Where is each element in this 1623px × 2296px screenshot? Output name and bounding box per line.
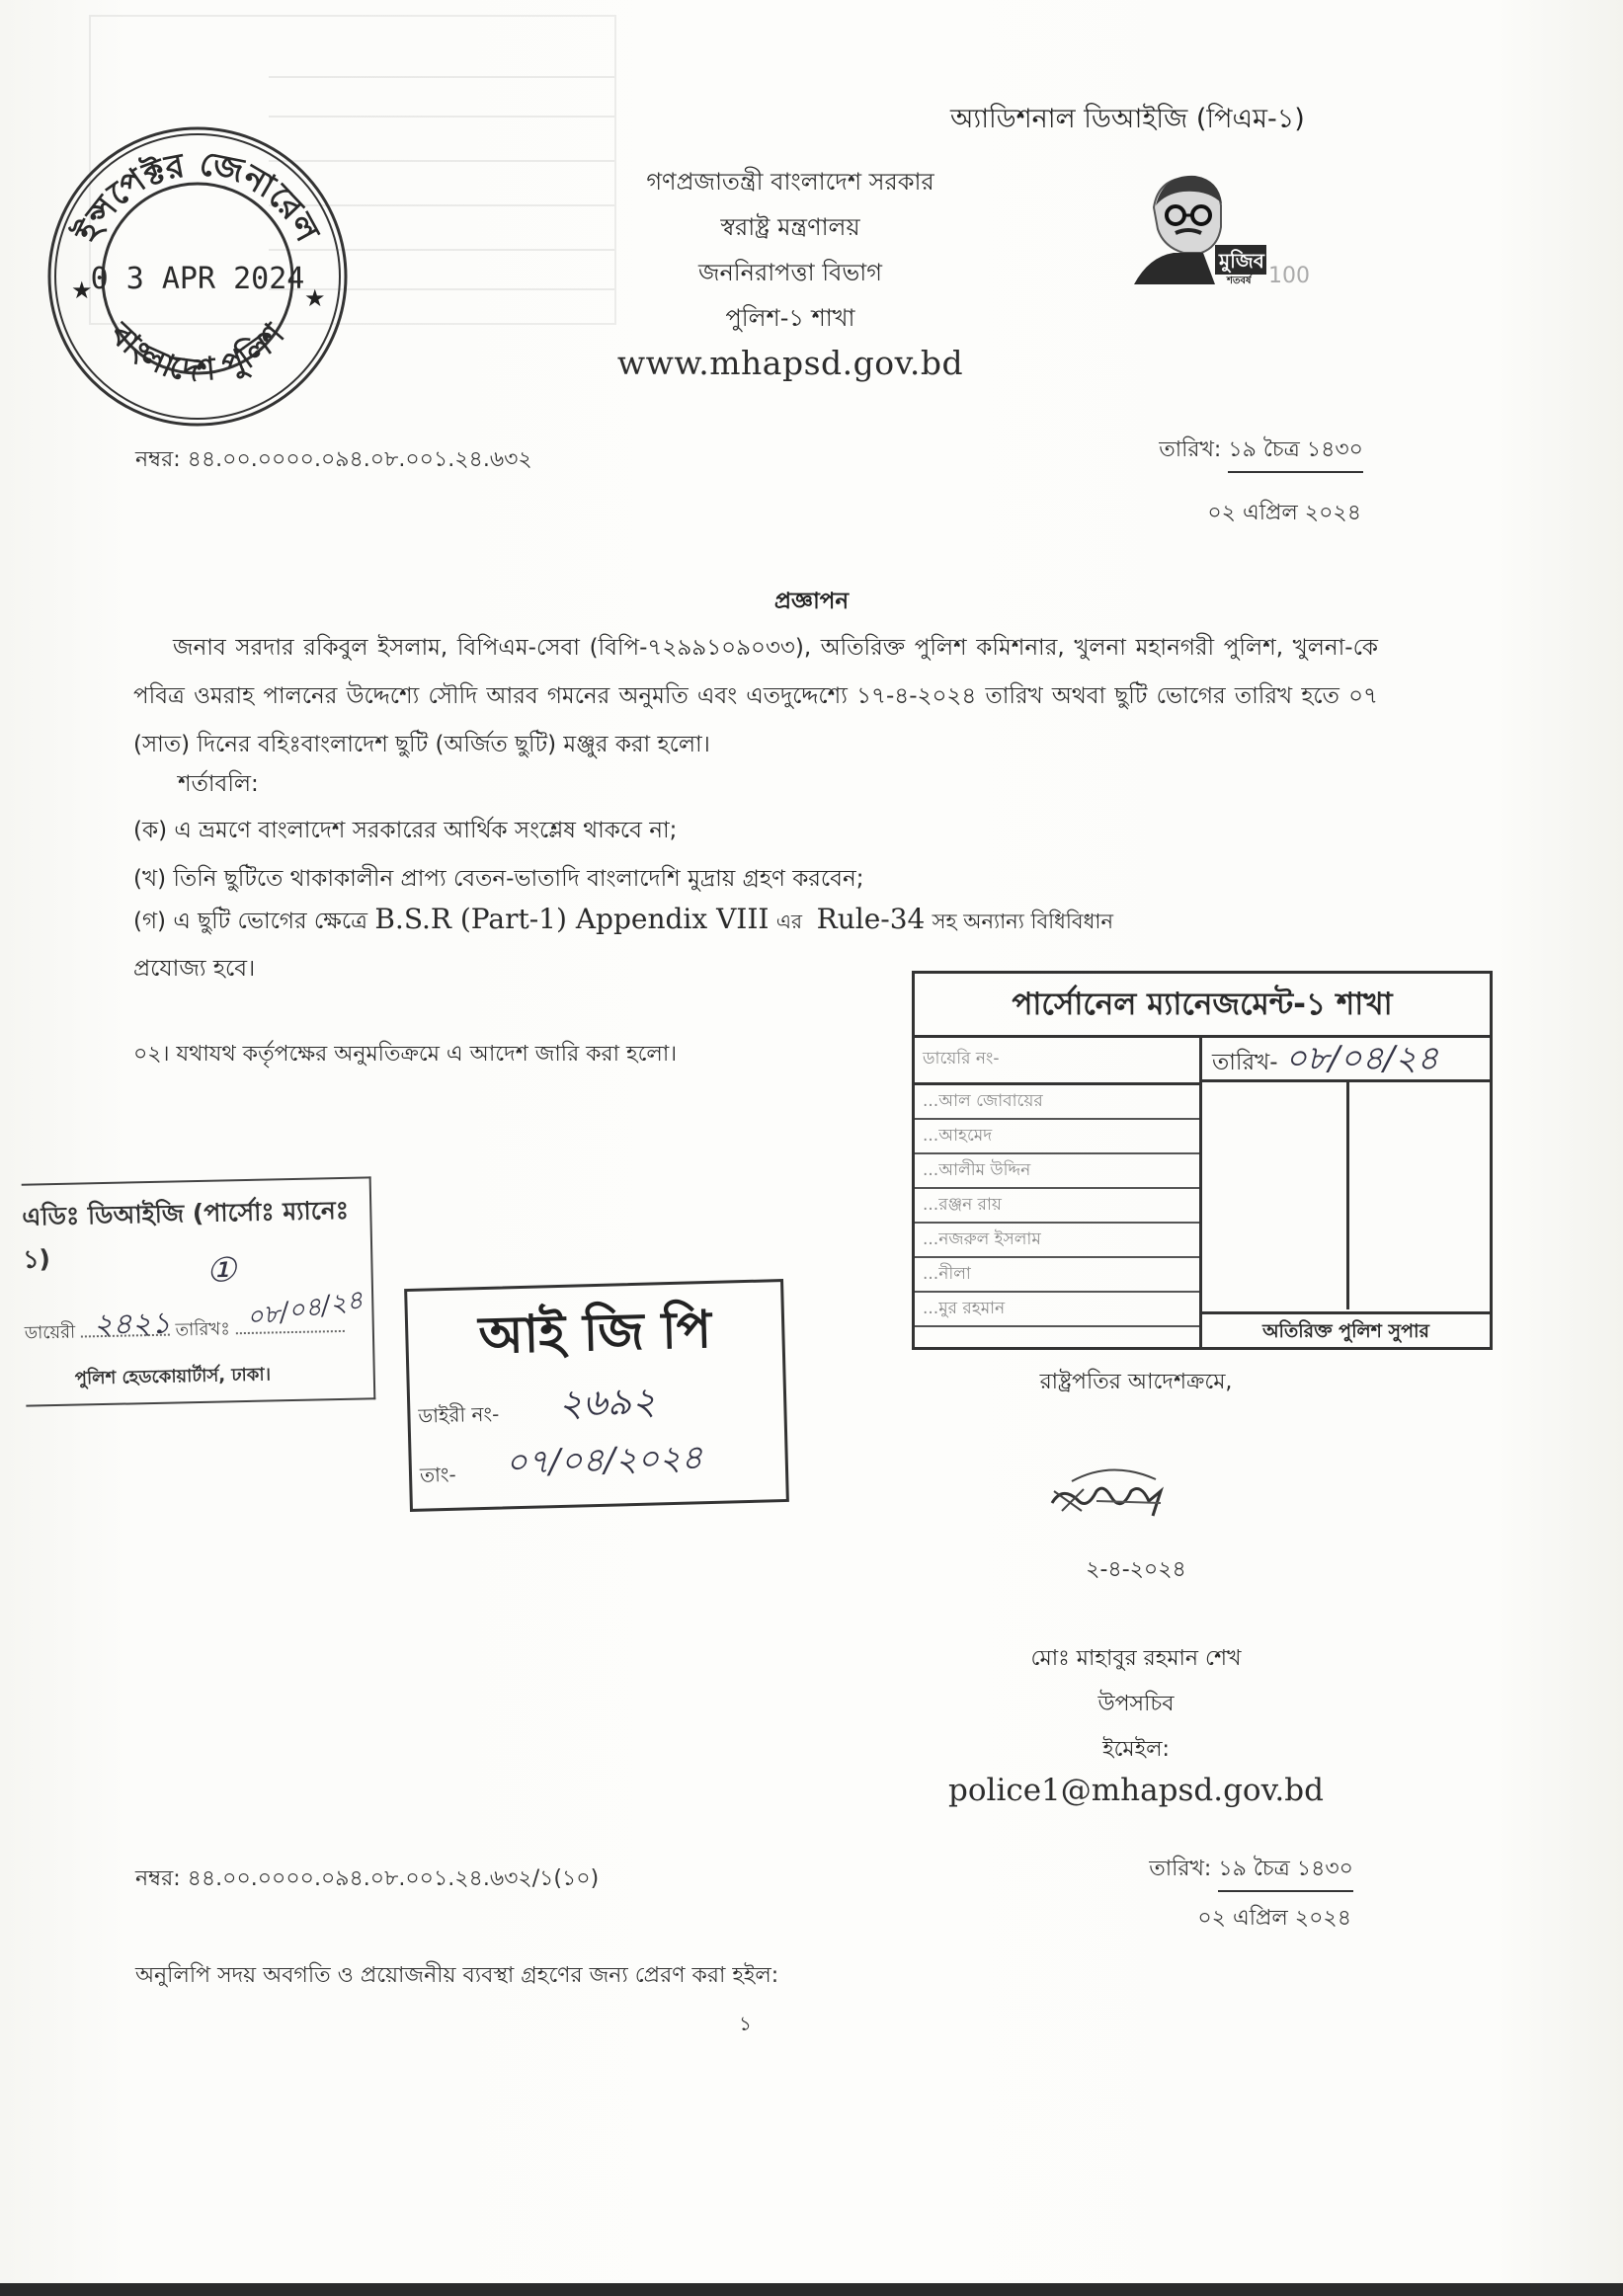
pm-date-handwritten: ০৮/০৪/২৪ xyxy=(1284,1039,1439,1078)
copy-memo-number: নম্বর: ৪৪.০০.০০০০.০৯৪.০৮.০০১.২৪.৬৩২/১(১০) xyxy=(135,1866,600,1891)
seal-top-text: ইন্সপেক্টর জেনারেল xyxy=(67,143,328,249)
condition-kha: (খ) তিনি ছুটিতে থাকাকালীন প্রাপ্য বেতন-ভাতাদি বাংলাদেশি মুদ্রায় গ্রহণ করবেন; xyxy=(133,866,864,892)
pm-divider xyxy=(1346,1082,1349,1309)
rule-reference: Rule-34 xyxy=(816,903,926,935)
memo-date xyxy=(1087,433,1363,473)
igp-date-handwritten: ০৭/০৪/২০২৪ xyxy=(505,1438,703,1483)
pm-row: ...মুর রহমান xyxy=(915,1293,1199,1327)
copy-date-label: তারিখ: xyxy=(1149,1857,1212,1881)
condition-ga-line2: প্রযোজ্য হবে। xyxy=(133,956,256,982)
pm-stamp-footer: অতিরিক্ত পুলিশ সুপার xyxy=(1202,1311,1490,1350)
condition-ga-mid: এর xyxy=(775,910,802,933)
date-label: তারিখ: xyxy=(1159,437,1222,462)
copy-date-gregorian: ০২ এপ্রিল ২০২৪ xyxy=(1197,1906,1351,1931)
email-link[interactable]: police1@mhapsd.gov.bd xyxy=(948,1773,1324,1808)
condition-ka: (ক) এ ভ্রমণে বাংলাদেশ সরকারের আর্থিক সংশ্লেষ থাকবে না; xyxy=(133,818,678,843)
distribution-text: অনুলিপি সদয় অবগতি ও প্রয়োজনীয় ব্যবস্থা গ্রহণের জন্য প্রেরণ করা হইল: xyxy=(135,1963,779,1988)
signatory-name: মোঃ মাহাবুর রহমান শেখ xyxy=(1030,1646,1242,1671)
date-gregorian: ০২ এপ্রিল ২০২৪ xyxy=(1207,501,1361,525)
igp-diary-stamp xyxy=(404,1279,789,1512)
pm-stamp-date xyxy=(1202,1035,1490,1082)
addl-dig-receipt-stamp xyxy=(22,1176,376,1406)
igp-date-label: তাং- xyxy=(419,1462,456,1487)
pm-row: ...আল জোবায়ের xyxy=(915,1085,1199,1120)
email-label: ইমেইল: xyxy=(1102,1737,1170,1762)
copy-date xyxy=(1077,1852,1353,1892)
igp-diary-handwritten: ২৬৯২ xyxy=(557,1379,657,1426)
bsr-reference: B.S.R (Part-1) Appendix VIII xyxy=(374,903,770,935)
logo-number: 100 xyxy=(1268,264,1310,288)
igp-stamp-title: আই জি পি xyxy=(477,1300,712,1367)
igp-date-seal xyxy=(40,119,356,435)
condition-ga-suffix: সহ অন্যান্য বিধিবিধান xyxy=(932,910,1114,933)
date-bangla: ১৯ চৈত্র ১৪৩০ xyxy=(1228,433,1363,473)
pm-row: ডায়েরি নং- xyxy=(915,1035,1199,1085)
mujib-centenary-logo xyxy=(1124,168,1310,288)
igp-diary-label: ডাইরী নং- xyxy=(418,1401,500,1428)
branch-name: পুলিশ-১ শাখা xyxy=(725,304,855,332)
handwritten-signature xyxy=(1042,1462,1180,1531)
dig-date-label: তারিখঃ xyxy=(175,1318,231,1341)
dotted-line xyxy=(236,1330,345,1334)
memo-number: নম্বর: ৪৪.০০.০০০০.০৯৪.০৮.০০১.২৪.৬৩২ xyxy=(135,447,532,472)
condition-ga-prefix: (গ) এ ছুটি ভোগের ক্ষেত্রে xyxy=(133,909,368,934)
dig-date-handwritten: ০৮/০৪/২৪ xyxy=(244,1285,365,1334)
dig-stamp-footer: পুলিশ হেডকোয়ার্টার্স, ঢাকা। xyxy=(74,1364,272,1389)
conditions-heading: শর্তাবলি: xyxy=(178,771,259,797)
copy-date-bangla: ১৯ চৈত্র ১৪৩০ xyxy=(1218,1852,1353,1892)
pm-date-label: তারিখ- xyxy=(1212,1050,1278,1075)
president-order: রাষ্ট্রপতির আদেশক্রমে, xyxy=(1039,1370,1233,1394)
pm-officer-list xyxy=(915,1035,1202,1347)
addl-dig-heading: অ্যাডিশনাল ডিআইজি (পিএম-১) xyxy=(950,104,1305,134)
seal-bottom-text: বাংলাদেশ পুলিশ xyxy=(103,315,292,389)
pm-stamp-title: পার্সোনেল ম্যানেজমেন্ট-১ শাখা xyxy=(915,974,1490,1038)
signatory-designation: উপসচিব xyxy=(1097,1692,1175,1716)
seal-date: 0 3 APR 2024 xyxy=(90,262,305,296)
star-icon: ★ xyxy=(304,284,326,312)
dig-diary-handwritten: ২৪২১ xyxy=(93,1306,171,1343)
dig-circled-mark: ① xyxy=(205,1250,237,1291)
pm-row: ...আহমেদ xyxy=(915,1120,1199,1154)
page-number: ১ xyxy=(739,2012,752,2035)
website-link[interactable]: www.mhapsd.gov.bd xyxy=(616,344,964,382)
division-name: জননিরাপত্তা বিভাগ xyxy=(698,259,882,286)
pm-row: ...নীলা xyxy=(915,1258,1199,1293)
star-icon: ★ xyxy=(71,277,93,304)
logo-text: মুজিব xyxy=(1219,249,1264,273)
paragraph-two: ০২। যথাযথ কর্তৃপক্ষের অনুমতিক্রমে এ আদেশ জারি করা হলো। xyxy=(133,1042,678,1067)
logo-subtext: শতবর্ষ xyxy=(1227,276,1252,286)
dig-diary-label: ডায়েরী xyxy=(24,1321,76,1344)
scan-bottom-edge xyxy=(0,2283,1623,2296)
pm-row: ...নজরুল ইসলাম xyxy=(915,1224,1199,1258)
ministry-name: স্বরাষ্ট্র মন্ত্রণালয় xyxy=(720,213,860,241)
pm-row: ...রঞ্জন রায় xyxy=(915,1189,1199,1224)
pm-row: ...আলীম উদ্দিন xyxy=(915,1154,1199,1189)
notification-title: প্রজ্ঞাপন xyxy=(773,589,850,614)
portrait-icon xyxy=(1124,168,1310,288)
signature-date: ২-৪-২০২৪ xyxy=(1086,1557,1186,1582)
dotted-line xyxy=(81,1334,170,1338)
govt-name: গণপ্রজাতন্ত্রী বাংলাদেশ সরকার xyxy=(646,168,934,196)
dig-stamp-title: এডিঃ ডিআইজি (পার্সোঃ ম্যানেঃ ১) xyxy=(22,1195,350,1274)
condition-ga xyxy=(133,903,1113,941)
notification-paragraph: জনাব সরদার রকিবুল ইসলাম, বিপিএম-সেবা (বিপি-৭২৯৯১০৯০৩৩), অতিরিক্ত পুলিশ কমিশনার, খুলনা মহানগরী পুলিশ, খুলনা-কে পবিত্র ওমরাহ পালনের উদ্দেশ্যে সৌদি আরব গমনের অনুমতি এবং এতদুদ্দেশ্যে ১৭-৪-২০২৪ তারিখ অথবা ছুটি ভোগের তারিখ হতে ০৭ (সাত) দিনের বহিঃবাংলাদেশ ছুটি (অর্জিত ছুটি) মঞ্জুর করা হলো। xyxy=(133,635,1378,757)
dig-diary-line xyxy=(25,1312,345,1350)
pm-branch-stamp xyxy=(912,971,1493,1350)
